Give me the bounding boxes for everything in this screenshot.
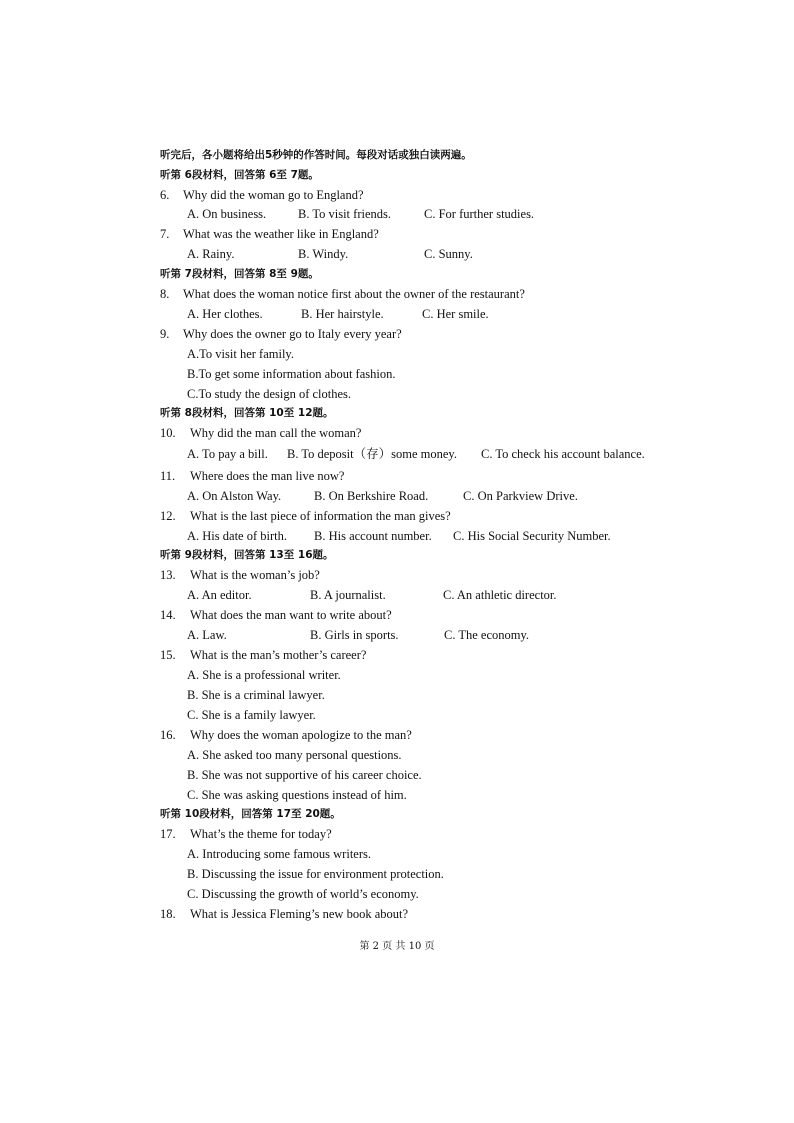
option-c: C. An athletic director. (443, 588, 557, 602)
option-c: C. On Parkview Drive. (463, 489, 578, 503)
option-a: A. Introducing some famous writers. (187, 847, 371, 861)
option-b: B.To get some information about fashion. (187, 367, 396, 381)
question-text: What does the woman notice first about the owner of the restaurant? (183, 287, 525, 301)
option-c: C. For further studies. (424, 207, 535, 221)
section-heading: 听第 9段材料，回答第 13至 16题。 (160, 549, 334, 561)
question-text: What is the man’s mother’s career? (190, 648, 367, 662)
option-b: B. To visit friends. (298, 207, 391, 221)
question-number: 13. (160, 568, 176, 582)
question-text: Where does the man live now? (190, 469, 345, 483)
option-a: A. On Alston Way. (187, 489, 282, 503)
option-b: B. On Berkshire Road. (314, 489, 429, 503)
option-a: A. Her clothes. (187, 307, 263, 321)
question-text: Why did the woman go to England? (183, 188, 364, 202)
question-text: What is Jessica Fleming’s new book about? (190, 907, 409, 921)
option-a: A.To visit her family. (187, 347, 294, 361)
option-c: C. Sunny. (424, 247, 473, 261)
question-text: What does the man want to write about? (190, 608, 392, 622)
section-heading: 听第 8段材料，回答第 10至 12题。 (160, 407, 334, 419)
option-a: A. Law. (187, 628, 227, 642)
option-c: C. To check his account balance. (481, 447, 645, 461)
question-text: What’s the theme for today? (190, 827, 332, 841)
option-c: C. His Social Security Number. (453, 529, 611, 543)
question-number: 8. (160, 287, 170, 301)
option-c: C.To study the design of clothes. (187, 387, 352, 401)
question-number: 14. (160, 608, 176, 622)
option-b: B. Windy. (298, 247, 349, 261)
option-a: A. She is a professional writer. (187, 668, 341, 682)
option-a: A. Rainy. (187, 247, 235, 261)
question-number: 12. (160, 509, 176, 523)
option-b: B. To deposit（存）some money. (287, 447, 457, 461)
section-heading: 听第 10段材料，回答第 17至 20题。 (160, 808, 341, 820)
option-c: C. She was asking questions instead of him. (187, 788, 407, 802)
question-text: Why does the woman apologize to the man? (190, 728, 412, 742)
option-b: B. She was not supportive of his career choice. (187, 768, 422, 782)
question-number: 6. (160, 188, 170, 202)
section-heading: 听第 6段材料，回答第 6至 7题。 (160, 169, 319, 181)
question-text: What is the last piece of information the man gives? (190, 509, 451, 523)
option-b: B. Girls in sports. (310, 628, 399, 642)
question-text: What was the weather like in England? (183, 227, 379, 241)
section-heading: 听第 7段材料，回答第 8至 9题。 (160, 268, 319, 280)
question-text: Why did the man call the woman? (190, 426, 362, 440)
option-a: A. On business. (187, 207, 267, 221)
question-number: 17. (160, 827, 176, 841)
question-number: 15. (160, 648, 176, 662)
question-number: 9. (160, 327, 170, 341)
option-b: B. Her hairstyle. (301, 307, 384, 321)
question-text: Why does the owner go to Italy every year? (183, 327, 402, 341)
question-number: 10. (160, 426, 176, 440)
instruction-text: 听完后，各小题将给出5秒钟的作答时间。每段对话或独白读两遍。 (160, 149, 472, 161)
option-b: B. Discussing the issue for environment protection. (187, 867, 444, 881)
option-c: C. The economy. (444, 628, 530, 642)
option-c: C. Her smile. (422, 307, 489, 321)
page-footer: 第 2 页 共 10 页 (359, 941, 435, 952)
question-number: 7. (160, 227, 170, 241)
question-number: 18. (160, 907, 176, 921)
option-b: B. She is a criminal lawyer. (187, 688, 325, 702)
question-number: 11. (160, 469, 176, 483)
option-b: B. His account number. (314, 529, 432, 543)
question-text: What is the woman’s job? (190, 568, 320, 582)
option-a: A. To pay a bill. (187, 447, 268, 461)
question-number: 16. (160, 728, 176, 742)
option-c: C. Discussing the growth of world’s economy. (187, 887, 419, 901)
option-b: B. A journalist. (310, 588, 386, 602)
option-a: A. His date of birth. (187, 529, 287, 543)
option-c: C. She is a family lawyer. (187, 708, 316, 722)
option-a: A. An editor. (187, 588, 252, 602)
option-a: A. She asked too many personal questions. (187, 748, 402, 762)
